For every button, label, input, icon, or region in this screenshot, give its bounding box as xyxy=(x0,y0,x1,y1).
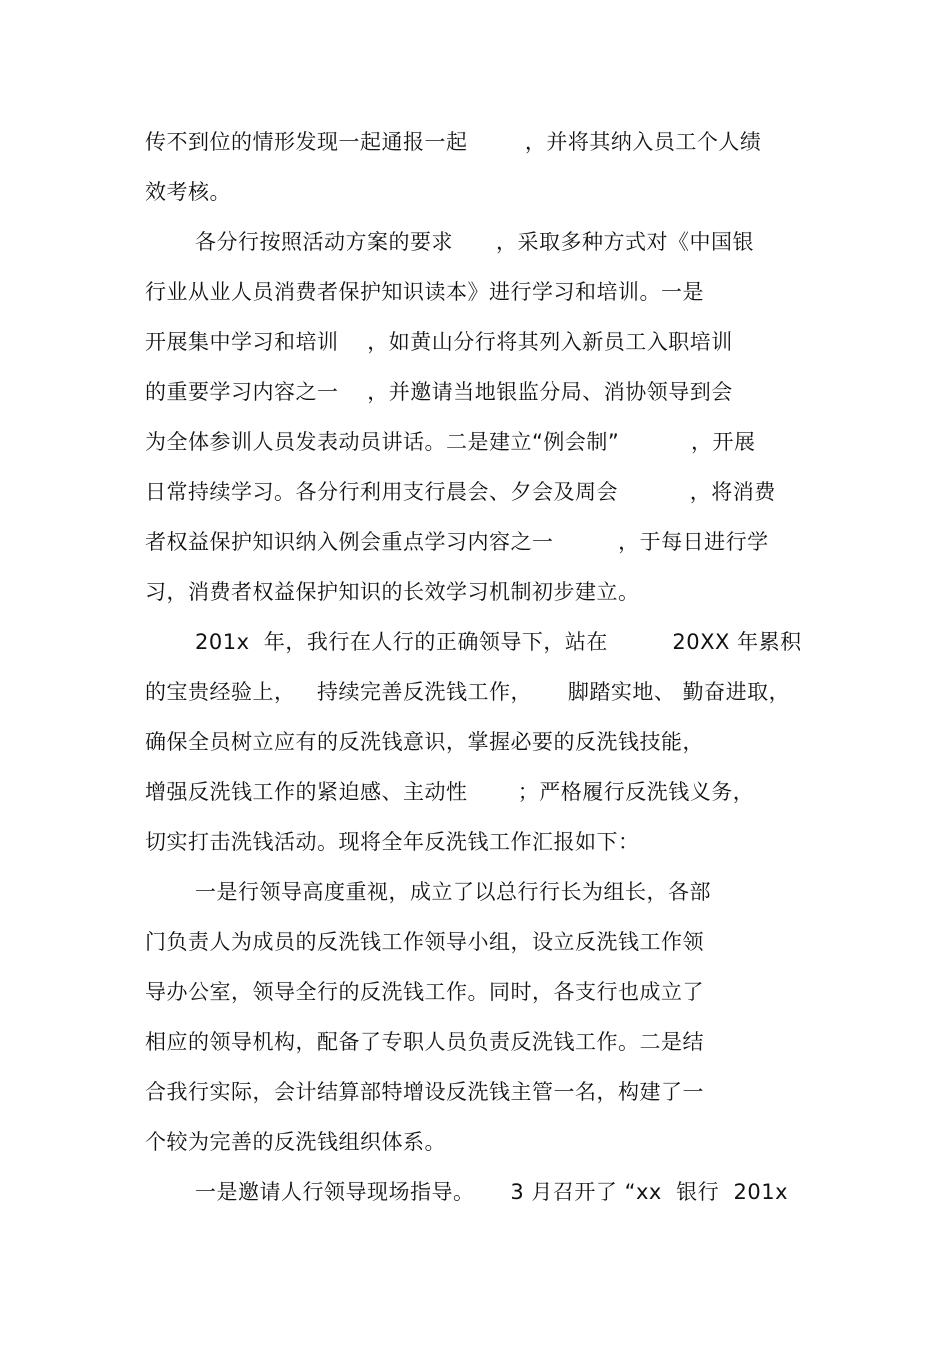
text-line: 个较为完善的反洗钱组织体系。 xyxy=(145,1130,446,1154)
text-line: 相应的领导机构，配备了专职人员负责反洗钱工作。二是结 xyxy=(145,1030,704,1054)
text-line: 切实打击洗钱活动。现将全年反洗钱工作汇报如下： xyxy=(145,830,640,854)
text-line: 开展集中学习和培训 ，如黄山分行将其列入新员工入职培训 xyxy=(145,330,733,354)
text-line: 的宝贵经验上， 持续完善反洗钱工作， 脚踏实地、 勤奋进取， xyxy=(145,680,791,704)
paragraph-start: 一是行领导高度重视，成立了以总行行长为组长，各部 xyxy=(195,880,711,904)
text-line: 增强反洗钱工作的紧迫感、主动性 ；严格履行反洗钱义务， xyxy=(145,780,755,804)
text-line: 合我行实际，会计结算部特增设反洗钱主管一名，构建了一 xyxy=(145,1080,704,1104)
text-line: 门负责人为成员的反洗钱工作领导小组，设立反洗钱工作领 xyxy=(145,930,704,954)
text-line: 日常持续学习。各分行利用支行晨会、夕会及周会 ，将消费 xyxy=(145,480,776,504)
text-line: 的重要学习内容之一 ，并邀请当地银监分局、消协领导到会 xyxy=(145,380,733,404)
text-line: 为全体参训人员发表动员讲话。二是建立“例会制” ，开展 xyxy=(145,430,756,454)
text-line: 效考核。 xyxy=(145,180,231,204)
text-line: 行业从业人员消费者保护知识读本》进行学习和培训。一是 xyxy=(145,280,704,304)
text-line: 导办公室，领导全行的反洗钱工作。同时，各支行也成立了 xyxy=(145,980,704,1004)
paragraph-start: 各分行按照活动方案的要求 ，采取多种方式对《中国银 xyxy=(195,230,755,254)
text-line: 习，消费者权益保护知识的长效学习机制初步建立。 xyxy=(145,580,640,604)
text-line: 传不到位的情形发现一起通报一起 ，并将其纳入员工个人绩 xyxy=(145,130,762,154)
text-line: 者权益保护知识纳入例会重点学习内容之一 ，于每日进行学 xyxy=(145,530,769,554)
paragraph-start: 一是邀请人行领导现场指导。 3 月召开了 “xx 银行 201x xyxy=(195,1180,789,1204)
paragraph-start: 201x 年，我行在人行的正确领导下，站在 20XX 年累积 xyxy=(195,630,802,654)
text-line: 确保全员树立应有的反洗钱意识，掌握必要的反洗钱技能， xyxy=(145,730,704,754)
